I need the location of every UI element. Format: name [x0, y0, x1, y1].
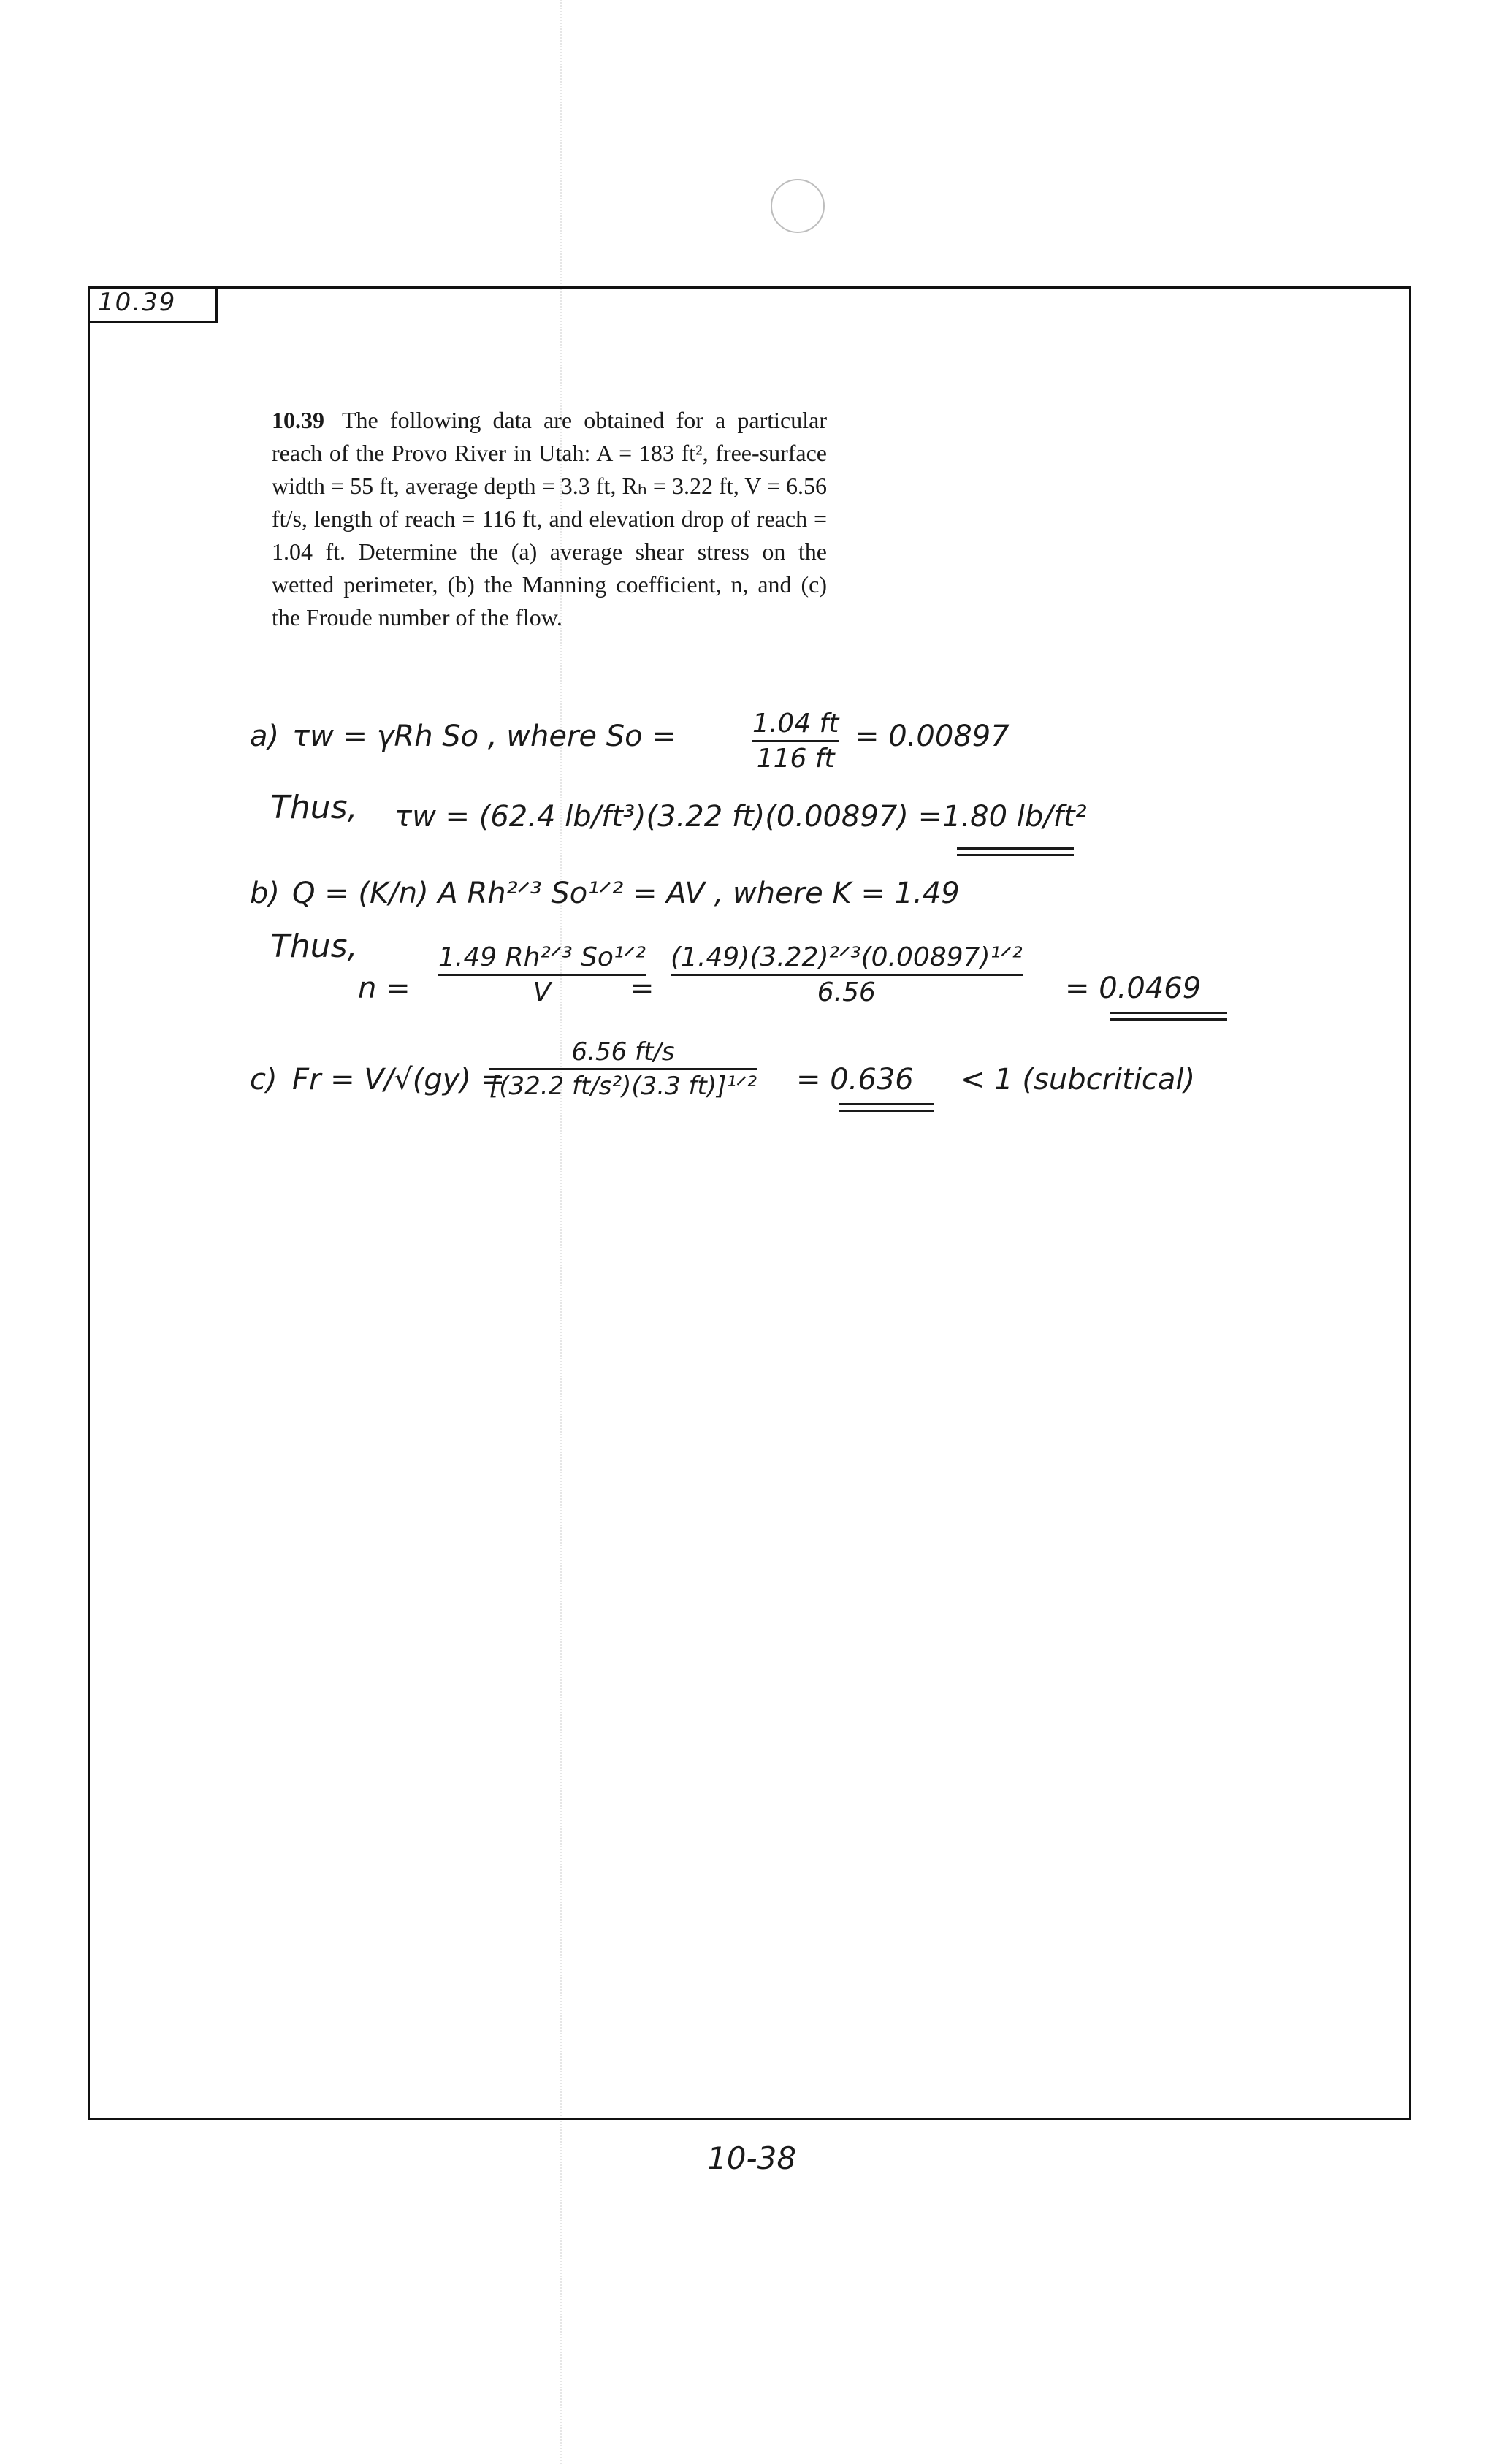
problem-text: The following data are obtained for a particular reach of the Provo River in Utah: A = 183 ft², free-surface width = 55 ft, average depth = 3.3 ft, Rₕ = 3.22 ft, V = 6.56 ft/s, length of reach = 116 ft, and elevation drop of reach = 1.04 ft. Determine the (a) average shear stress on the wetted perimeter, (b) the Manning coefficient, n, and (c) the Froude number of the flow. [272, 407, 827, 630]
answer-underline-a [957, 847, 1074, 856]
n-denominator-1: V [533, 977, 552, 1007]
manning-n-answer: = 0.0469 [1065, 972, 1202, 1005]
slope-numerator: 1.04 ft [752, 709, 839, 739]
n-fraction-1 [438, 942, 646, 1007]
answer-underline-b [1110, 1012, 1227, 1021]
froude-answer: = 0.636 [796, 1063, 914, 1096]
froude-equation: Fr = V/√(gy) = [292, 1063, 505, 1096]
shear-stress-equation: τw = (62.4 lb/ft³)(3.22 ft)(0.00897) = [394, 800, 943, 834]
page-number: 10-38 [707, 2140, 797, 2176]
froude-fraction [489, 1037, 757, 1101]
slope-result: = 0.00897 [855, 720, 1010, 753]
thus-label-1: Thus, [270, 789, 358, 826]
punch-hole [771, 179, 825, 233]
problem-number: 10.39 [272, 407, 324, 433]
n-lhs: n = [358, 972, 411, 1005]
shear-stress-answer: 1.80 lb/ft² [942, 800, 1087, 834]
subcritical-note: < 1 (subcritical) [961, 1063, 1196, 1096]
part-c-label: c) [250, 1063, 278, 1096]
n-numerator-2: (1.49)(3.22)²ᐟ³(0.00897)¹ᐟ² [671, 942, 1023, 972]
froude-numerator: 6.56 ft/s [571, 1037, 675, 1067]
n-fraction-2 [671, 942, 1023, 1007]
part-a-equation: τw = γRh So , where So = [292, 720, 676, 753]
problem-statement [272, 404, 827, 634]
slope-denominator: 116 ft [756, 744, 835, 774]
n-numerator-1: 1.49 Rh²ᐟ³ So¹ᐟ² [438, 942, 646, 972]
slope-fraction [752, 709, 839, 774]
n-denominator-2: 6.56 [817, 977, 876, 1007]
manning-equation: Q = (K/n) A Rh²ᐟ³ So¹ᐟ² = AV , where K = 1.49 [292, 877, 960, 910]
part-a-label: a) [250, 720, 280, 753]
thus-label-2: Thus, [270, 928, 358, 965]
froude-denominator: [(32.2 ft/s²)(3.3 ft)]¹ᐟ² [489, 1072, 757, 1101]
part-b-label: b) [250, 877, 280, 910]
problem-tag: 10.39 [88, 286, 218, 323]
answer-underline-c [839, 1103, 934, 1112]
equals-sign: = [630, 972, 654, 1005]
